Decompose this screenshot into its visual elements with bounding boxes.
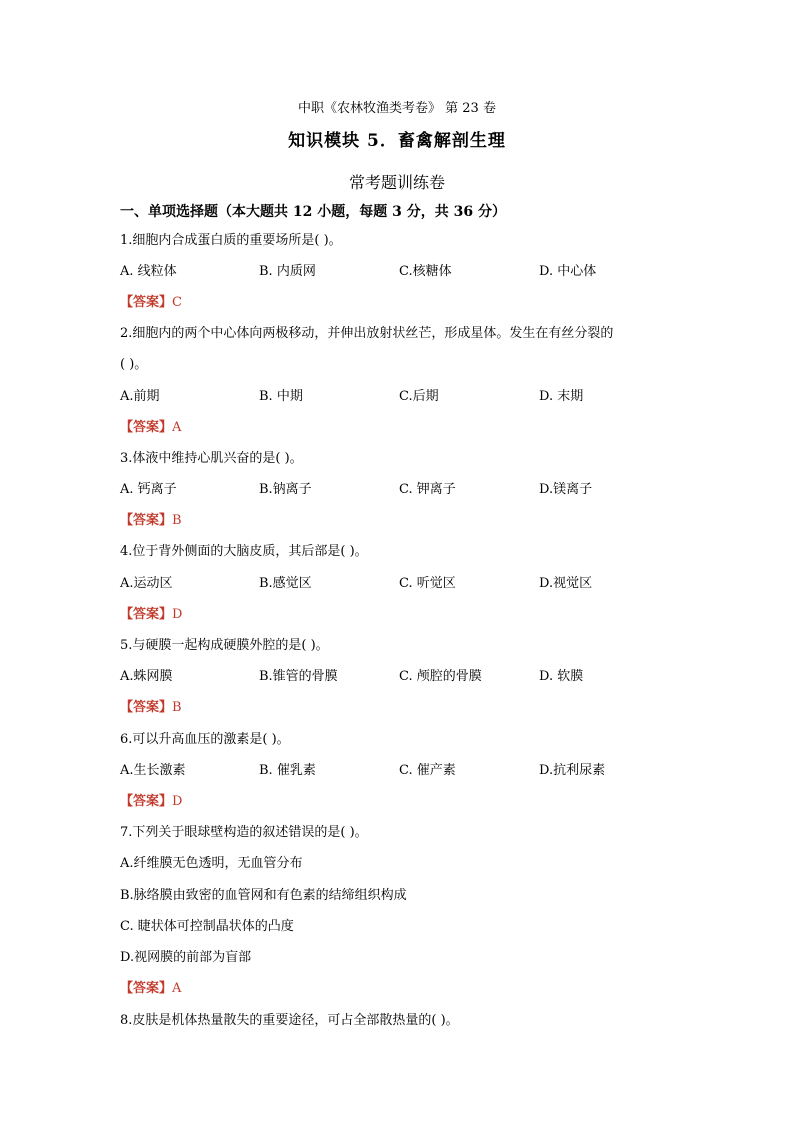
q3-answer xyxy=(120,509,182,528)
q1-option-a: A. 线粒体 xyxy=(120,264,177,279)
exam-subtitle: 常考题训练卷 xyxy=(348,173,445,192)
q3-option-c: C. 钾离子 xyxy=(399,482,456,497)
question-5: 5.与硬膜一起构成硬膜外腔的是( )。 xyxy=(120,638,329,653)
q2-option-a: A.前期 xyxy=(120,389,160,404)
q3-option-b: B.钠离子 xyxy=(259,482,312,497)
q4-option-b: B.感觉区 xyxy=(259,576,312,591)
q1-option-d: D. 中心体 xyxy=(539,264,597,279)
q5-option-d: D. 软膜 xyxy=(539,669,584,684)
q1-option-b: B. 内质网 xyxy=(259,264,316,279)
q4-option-d: D.视觉区 xyxy=(539,576,593,591)
q6-option-a: A.生长激素 xyxy=(120,763,186,778)
answer-label: 【答案】 xyxy=(120,981,173,996)
question-6: 6.可以升高血压的激素是( )。 xyxy=(120,732,290,747)
q7-option-d: D.视网膜的前部为盲部 xyxy=(120,950,252,965)
exam-series-title: 中职《农林牧渔类考卷》 第 23 卷 xyxy=(298,101,496,116)
answer-value: C xyxy=(172,295,182,310)
q7-option-b: B.脉络膜由致密的血管网和有色素的结缔组织构成 xyxy=(120,888,407,903)
q2-option-c: C.后期 xyxy=(399,389,439,404)
q2-option-b: B. 中期 xyxy=(259,389,303,404)
question-8: 8.皮肤是机体热量散失的重要途径，可占全部散热量的( )。 xyxy=(120,1013,459,1028)
q5-answer xyxy=(120,696,182,715)
answer-label: 【答案】 xyxy=(120,794,173,809)
q7-answer xyxy=(120,977,181,996)
answer-value: A xyxy=(172,981,182,996)
answer-label: 【答案】 xyxy=(120,295,173,310)
q4-option-c: C. 听觉区 xyxy=(399,576,456,591)
q6-option-b: B. 催乳素 xyxy=(259,763,316,778)
q6-option-d: D.抗利尿素 xyxy=(539,763,606,778)
answer-label: 【答案】 xyxy=(120,700,173,715)
q6-option-c: C. 催产素 xyxy=(399,763,456,778)
section-heading: 一、单项选择题（本大题共 12 小题，每题 3 分，共 36 分） xyxy=(120,204,506,220)
q3-option-d: D.镁离子 xyxy=(539,482,593,497)
q5-option-b: B.锥管的骨膜 xyxy=(259,669,338,684)
answer-value: D xyxy=(172,607,183,622)
question-3: 3.体液中维持心肌兴奋的是( )。 xyxy=(120,451,303,466)
question-2: 2.细胞内的两个中心体向两极移动，并伸出放射状丝芒，形成星体。发生在有丝分裂的 xyxy=(120,326,614,341)
q5-option-c: C. 颅腔的骨膜 xyxy=(399,669,482,684)
q2-option-d: D. 末期 xyxy=(539,389,584,404)
answer-label: 【答案】 xyxy=(120,513,173,528)
question-2-cont: ( )。 xyxy=(120,357,148,372)
q7-option-c: C. 睫状体可控制晶状体的凸度 xyxy=(120,919,294,934)
answer-value: A xyxy=(172,420,182,435)
q4-option-a: A.运动区 xyxy=(120,576,173,591)
module-title: 知识模块 5．畜禽解剖生理 xyxy=(288,131,506,151)
q2-answer xyxy=(120,416,181,435)
question-7: 7.下列关于眼球壁构造的叙述错误的是( )。 xyxy=(120,825,368,840)
answer-value: D xyxy=(172,794,183,809)
answer-label: 【答案】 xyxy=(120,420,173,435)
q1-option-c: C.核糖体 xyxy=(399,264,452,279)
q4-answer xyxy=(120,603,182,622)
q6-answer xyxy=(120,790,182,809)
q7-option-a: A.纤维膜无色透明，无血管分布 xyxy=(120,856,303,871)
q3-option-a: A. 钙离子 xyxy=(120,482,177,497)
question-4: 4.位于背外侧面的大脑皮质，其后部是( )。 xyxy=(120,544,368,559)
question-1: 1.细胞内合成蛋白质的重要场所是( )。 xyxy=(120,233,342,248)
answer-value: B xyxy=(172,513,182,528)
answer-value: B xyxy=(172,700,182,715)
answer-label: 【答案】 xyxy=(120,607,173,622)
q1-answer xyxy=(120,291,182,310)
q5-option-a: A.蛛网膜 xyxy=(120,669,173,684)
